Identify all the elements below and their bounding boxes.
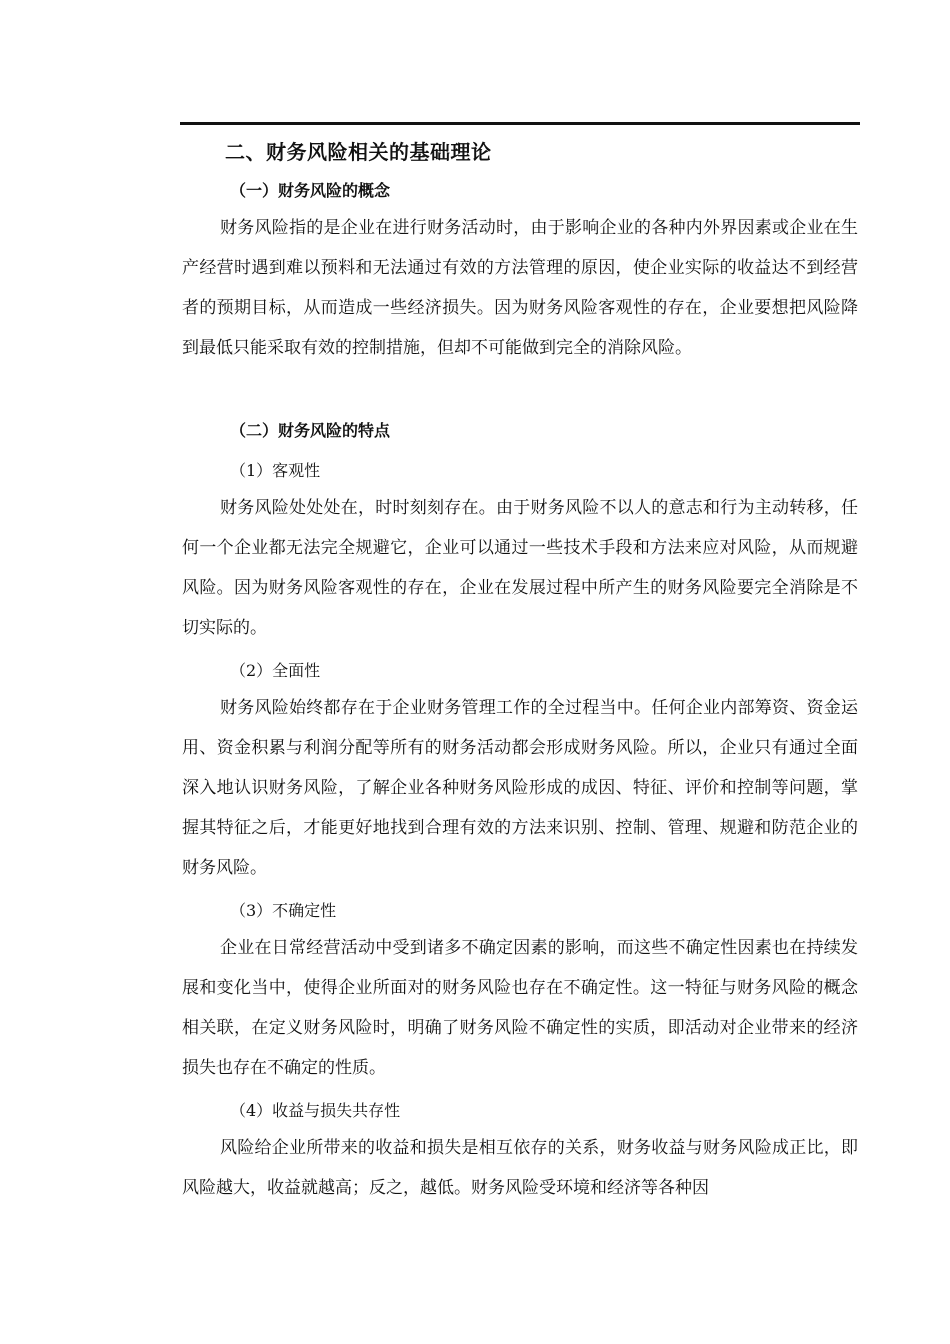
paragraph-concept: 财务风险指的是企业在进行财务活动时，由于影响企业的各种内外界因素或企业在生产经营时遇到难以预料和无法通过有效的方法管理的原因，使企业实际的收益达不到经营者的预期目标，从而造成一些经济损失。因为财务风险客观性的存在，企业要想把风险降到最低只能采取有效的控制措施，但却不可能做到完全的消除风险。 [182,218,858,358]
paragraph-uncertainty: 企业在日常经营活动中受到诸多不确定因素的影响，而这些不确定性因素也在持续发展和变化当中，使得企业所面对的财务风险也存在不确定性。这一特征与财务风险的概念相关联，在定义财务风险时，明确了财务风险不确定性的实质，即活动对企业带来的经济损失也存在不确定的性质。 [182,938,858,1078]
header-rule [180,122,860,125]
paragraph-coexistence: 风险给企业所带来的收益和损失是相互依存的关系，财务收益与财务风险成正比，即风险越大，收益就越高；反之，越低。财务风险受环境和经济等各种因 [182,1138,858,1198]
paragraph-comprehensiveness: 财务风险始终都存在于企业财务管理工作的全过程当中。任何企业内部筹资、资金运用、资金积累与利润分配等所有的财务活动都会形成财务风险。所以，企业只有通过全面深入地认识财务风险，了解企业各种财务风险形成的成因、特征、评价和控制等问题，掌握其特征之后，才能更好地找到合理有效的方法来识别、控制、管理、规避和防范企业的财务风险。 [182,698,858,878]
section-heading: 二、财务风险相关的基础理论 [225,140,492,164]
subsection-title-features: （二）财务风险的特点 [230,421,391,440]
item-label-comprehensiveness: （2）全面性 [230,661,321,680]
subsection-title-concept: （一）财务风险的概念 [230,181,391,200]
item-label-objectivity: （1）客观性 [230,461,321,480]
item-label-uncertainty: （3）不确定性 [230,901,337,920]
item-label-coexistence: （4）收益与损失共存性 [230,1101,401,1120]
paragraph-objectivity: 财务风险处处处在，时时刻刻存在。由于财务风险不以人的意志和行为主动转移，任何一个企业都无法完全规避它，企业可以通过一些技术手段和方法来应对风险，从而规避风险。因为财务风险客观性的存在，企业在发展过程中所产生的财务风险要完全消除是不切实际的。 [182,498,858,638]
